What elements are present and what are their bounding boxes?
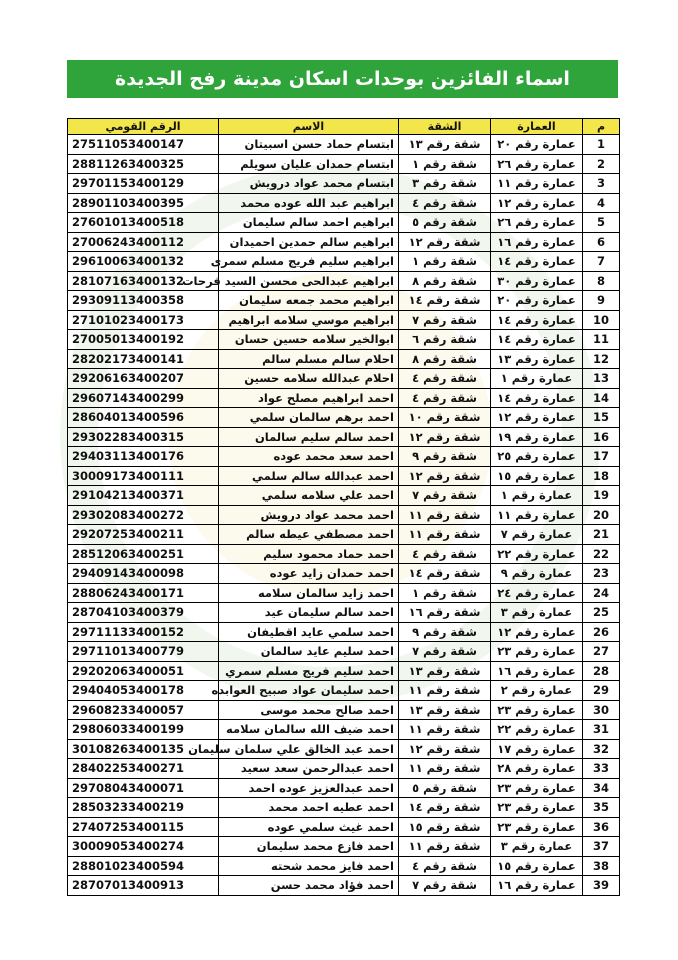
- cell-no: 8: [583, 271, 620, 291]
- cell-national-id: 29701153400129: [68, 174, 219, 194]
- cell-building: عمارة رقم ٢٣: [491, 700, 583, 720]
- cell-national-id: 27101023400173: [68, 310, 219, 330]
- cell-building: عمارة رقم ١٤: [491, 388, 583, 408]
- cell-name: احمد سليمان عواد صبيح العوابده: [219, 681, 399, 701]
- cell-no: 33: [583, 759, 620, 779]
- cell-building: عمارة رقم ٢٦: [491, 213, 583, 233]
- cell-no: 30: [583, 700, 620, 720]
- cell-no: 4: [583, 193, 620, 213]
- cell-no: 15: [583, 408, 620, 428]
- cell-building: عمارة رقم ٢٠: [491, 291, 583, 311]
- cell-no: 19: [583, 486, 620, 506]
- cell-building: عمارة رقم ٢٣: [491, 798, 583, 818]
- cell-name: احمد فازع محمد سليمان: [219, 837, 399, 857]
- table-row: [68, 525, 620, 545]
- table-row: [68, 271, 620, 291]
- cell-national-id: 28806243400171: [68, 583, 219, 603]
- cell-name: احلام سالم مسلم سالم: [219, 349, 399, 369]
- cell-apartment: شقة رقم ١٦: [399, 603, 491, 623]
- header-name: الاسم: [219, 119, 399, 135]
- cell-apartment: شقة رقم ١: [399, 252, 491, 272]
- cell-apartment: شقة رقم ٨: [399, 271, 491, 291]
- header-building: العمارة: [491, 119, 583, 135]
- cell-national-id: 29409143400098: [68, 564, 219, 584]
- cell-no: 31: [583, 720, 620, 740]
- cell-national-id: 29708043400071: [68, 778, 219, 798]
- cell-name: ابتسام حماد حسن اسبيتان: [219, 135, 399, 155]
- cell-no: 32: [583, 739, 620, 759]
- table-row: [68, 466, 620, 486]
- cell-name: ابراهيم موسي سلامه ابراهيم: [219, 310, 399, 330]
- cell-no: 35: [583, 798, 620, 818]
- cell-apartment: شقة رقم ٧: [399, 486, 491, 506]
- table-row: [68, 232, 620, 252]
- cell-building: عمارة رقم ١٤: [491, 330, 583, 350]
- cell-national-id: 28107163400132: [68, 271, 219, 291]
- cell-name: احمد عبدالرحمن سعد سعيد: [219, 759, 399, 779]
- cell-national-id: 30009173400111: [68, 466, 219, 486]
- cell-national-id: 27005013400192: [68, 330, 219, 350]
- cell-apartment: شقة رقم ٥: [399, 778, 491, 798]
- cell-national-id: 28707013400913: [68, 876, 219, 896]
- cell-apartment: شقة رقم ١١: [399, 505, 491, 525]
- cell-no: 17: [583, 447, 620, 467]
- table-row: [68, 330, 620, 350]
- cell-building: عمارة رقم ١٢: [491, 622, 583, 642]
- table-row: [68, 681, 620, 701]
- cell-building: عمارة رقم ١١: [491, 174, 583, 194]
- cell-apartment: شقة رقم ٨: [399, 349, 491, 369]
- table-row: [68, 486, 620, 506]
- cell-national-id: 29206163400207: [68, 369, 219, 389]
- cell-no: 2: [583, 154, 620, 174]
- cell-no: 29: [583, 681, 620, 701]
- cell-apartment: شقة رقم ١١: [399, 720, 491, 740]
- cell-name: احمد محمد عواد درويش: [219, 505, 399, 525]
- cell-name: احمد برهم سالمان سلمي: [219, 408, 399, 428]
- cell-apartment: شقة رقم ١: [399, 583, 491, 603]
- cell-building: عمارة رقم ٢٤: [491, 583, 583, 603]
- cell-no: 1: [583, 135, 620, 155]
- cell-name: احمد حماد محمود سليم: [219, 544, 399, 564]
- table-row: [68, 856, 620, 876]
- cell-building: عمارة رقم ٣٠: [491, 271, 583, 291]
- cell-building: عمارة رقم ٢٣: [491, 817, 583, 837]
- cell-no: 18: [583, 466, 620, 486]
- table-row: [68, 505, 620, 525]
- cell-no: 3: [583, 174, 620, 194]
- cell-no: 27: [583, 642, 620, 662]
- cell-name: ابراهيم محمد جمعه سليمان: [219, 291, 399, 311]
- cell-national-id: 27407253400115: [68, 817, 219, 837]
- table-row: [68, 798, 620, 818]
- title-banner: [67, 60, 618, 98]
- cell-building: عمارة رقم ١٦: [491, 661, 583, 681]
- table-row: [68, 837, 620, 857]
- cell-name: احمد سليم عايد سالمان: [219, 642, 399, 662]
- cell-national-id: 29302283400315: [68, 427, 219, 447]
- cell-no: 39: [583, 876, 620, 896]
- cell-apartment: شقة رقم ١١: [399, 837, 491, 857]
- table-row: [68, 213, 620, 233]
- cell-no: 25: [583, 603, 620, 623]
- cell-apartment: شقة رقم ١١: [399, 759, 491, 779]
- cell-national-id: 27601013400518: [68, 213, 219, 233]
- cell-no: 21: [583, 525, 620, 545]
- cell-apartment: شقة رقم ١٤: [399, 798, 491, 818]
- cell-apartment: شقة رقم ١٢: [399, 427, 491, 447]
- cell-apartment: شقة رقم ٩: [399, 447, 491, 467]
- cell-name: احمد فايز محمد شحته: [219, 856, 399, 876]
- cell-apartment: شقة رقم ٤: [399, 369, 491, 389]
- cell-national-id: 28512063400251: [68, 544, 219, 564]
- cell-name: احمد سالم سليمان عيد: [219, 603, 399, 623]
- cell-apartment: شقة رقم ٧: [399, 310, 491, 330]
- cell-national-id: 28704103400379: [68, 603, 219, 623]
- cell-name: احمد زايد سالمان سلامه: [219, 583, 399, 603]
- cell-apartment: شقة رقم ٧: [399, 642, 491, 662]
- cell-national-id: 30108263400135: [68, 739, 219, 759]
- cell-name: ابراهيم عبدالحى محسن السيد فرحات: [219, 271, 399, 291]
- cell-no: 22: [583, 544, 620, 564]
- cell-national-id: 28901103400395: [68, 193, 219, 213]
- table-row: [68, 388, 620, 408]
- cell-building: عمارة رقم ١: [491, 486, 583, 506]
- table-row: [68, 817, 620, 837]
- header-no: م: [583, 119, 620, 135]
- cell-name: احلام عبدالله سلامه حسين: [219, 369, 399, 389]
- table-row: [68, 642, 620, 662]
- cell-national-id: 29104213400371: [68, 486, 219, 506]
- header-national-id: الرقم القومي: [68, 119, 219, 135]
- cell-apartment: شقة رقم ١٥: [399, 817, 491, 837]
- cell-name: احمد فؤاد محمد حسن: [219, 876, 399, 896]
- cell-no: 24: [583, 583, 620, 603]
- cell-national-id: 27511053400147: [68, 135, 219, 155]
- cell-apartment: شقة رقم ٤: [399, 544, 491, 564]
- cell-name: احمد عبدالعزيز عوده احمد: [219, 778, 399, 798]
- cell-name: احمد سليم فريج مسلم سمري: [219, 661, 399, 681]
- cell-name: احمد عطيه احمد محمد: [219, 798, 399, 818]
- cell-building: عمارة رقم ١٤: [491, 252, 583, 272]
- cell-building: عمارة رقم ٧: [491, 525, 583, 545]
- cell-name: ابراهيم عبد الله عوده محمد: [219, 193, 399, 213]
- cell-apartment: شقة رقم ١٤: [399, 291, 491, 311]
- cell-national-id: 29610063400132: [68, 252, 219, 272]
- table-row: [68, 544, 620, 564]
- table-row: [68, 427, 620, 447]
- cell-name: احمد حمدان زايد عوده: [219, 564, 399, 584]
- cell-apartment: شقة رقم ٩: [399, 622, 491, 642]
- cell-apartment: شقة رقم ١٢: [399, 739, 491, 759]
- cell-building: عمارة رقم ٣: [491, 837, 583, 857]
- cell-no: 6: [583, 232, 620, 252]
- cell-national-id: 28801023400594: [68, 856, 219, 876]
- table-row: [68, 135, 620, 155]
- cell-building: عمارة رقم ٢٣: [491, 778, 583, 798]
- table-row: [68, 349, 620, 369]
- cell-national-id: 27006243400112: [68, 232, 219, 252]
- cell-no: 5: [583, 213, 620, 233]
- table-row: [68, 622, 620, 642]
- cell-building: عمارة رقم ٢٥: [491, 447, 583, 467]
- cell-national-id: 28402253400271: [68, 759, 219, 779]
- cell-name: ابوالخير سلامه حسين حسان: [219, 330, 399, 350]
- cell-name: احمد سلمي عايد اقطيفان: [219, 622, 399, 642]
- cell-apartment: شقة رقم ١٤: [399, 564, 491, 584]
- cell-no: 34: [583, 778, 620, 798]
- cell-apartment: شقة رقم ٧: [399, 876, 491, 896]
- cell-no: 23: [583, 564, 620, 584]
- table-row: [68, 408, 620, 428]
- table-row: [68, 661, 620, 681]
- cell-national-id: 29806033400199: [68, 720, 219, 740]
- cell-building: عمارة رقم ١٢: [491, 408, 583, 428]
- cell-no: 26: [583, 622, 620, 642]
- cell-no: 11: [583, 330, 620, 350]
- cell-name: احمد ابراهيم مصلح عواد: [219, 388, 399, 408]
- cell-apartment: شقة رقم ٤: [399, 193, 491, 213]
- cell-building: عمارة رقم ١٥: [491, 466, 583, 486]
- cell-building: عمارة رقم ٢٢: [491, 544, 583, 564]
- cell-building: عمارة رقم ٢: [491, 681, 583, 701]
- cell-name: احمد مصطفي عيطه سالم: [219, 525, 399, 545]
- cell-building: عمارة رقم ٩: [491, 564, 583, 584]
- cell-apartment: شقة رقم ٤: [399, 388, 491, 408]
- cell-no: 10: [583, 310, 620, 330]
- table-row: [68, 310, 620, 330]
- cell-apartment: شقة رقم ١٣: [399, 661, 491, 681]
- cell-national-id: 29202063400051: [68, 661, 219, 681]
- header-apartment: الشقة: [399, 119, 491, 135]
- cell-building: عمارة رقم ١٤: [491, 310, 583, 330]
- table-row: [68, 564, 620, 584]
- cell-name: احمد عبد الخالق علي سلمان سليمان: [219, 739, 399, 759]
- cell-apartment: شقة رقم ٣: [399, 174, 491, 194]
- cell-name: احمد سالم سليم سالمان: [219, 427, 399, 447]
- cell-building: عمارة رقم ٢٢: [491, 720, 583, 740]
- table-row: [68, 603, 620, 623]
- cell-name: ابراهيم سالم حمدين احميدان: [219, 232, 399, 252]
- cell-name: احمد سعد محمد عوده: [219, 447, 399, 467]
- cell-apartment: شقة رقم ١: [399, 154, 491, 174]
- table-row: [68, 720, 620, 740]
- cell-building: عمارة رقم ٢٠: [491, 135, 583, 155]
- table-row: [68, 252, 620, 272]
- cell-apartment: شقة رقم ١٢: [399, 232, 491, 252]
- table-row: [68, 154, 620, 174]
- cell-apartment: شقة رقم ٦: [399, 330, 491, 350]
- table-row: [68, 739, 620, 759]
- cell-no: 16: [583, 427, 620, 447]
- cell-national-id: 29608233400057: [68, 700, 219, 720]
- cell-national-id: 29404053400178: [68, 681, 219, 701]
- cell-name: ابتسام محمد عواد درويش: [219, 174, 399, 194]
- cell-building: عمارة رقم ١٧: [491, 739, 583, 759]
- cell-no: 7: [583, 252, 620, 272]
- cell-building: عمارة رقم ٣: [491, 603, 583, 623]
- cell-apartment: شقة رقم ١١: [399, 681, 491, 701]
- cell-no: 9: [583, 291, 620, 311]
- cell-no: 12: [583, 349, 620, 369]
- cell-name: احمد صالح محمد موسى: [219, 700, 399, 720]
- cell-national-id: 29207253400211: [68, 525, 219, 545]
- cell-no: 14: [583, 388, 620, 408]
- cell-no: 38: [583, 856, 620, 876]
- cell-national-id: 28503233400219: [68, 798, 219, 818]
- cell-national-id: 29607143400299: [68, 388, 219, 408]
- cell-name: احمد علي سلامه سلمي: [219, 486, 399, 506]
- cell-building: عمارة رقم ١: [491, 369, 583, 389]
- cell-building: عمارة رقم ٢٨: [491, 759, 583, 779]
- cell-apartment: شقة رقم ١٣: [399, 700, 491, 720]
- cell-building: عمارة رقم ١٩: [491, 427, 583, 447]
- cell-no: 28: [583, 661, 620, 681]
- cell-building: عمارة رقم ٢٣: [491, 642, 583, 662]
- cell-name: ابراهيم سليم فريج مسلم سمرى: [219, 252, 399, 272]
- cell-national-id: 29403113400176: [68, 447, 219, 467]
- table-row: [68, 583, 620, 603]
- cell-apartment: شقة رقم ١٠: [399, 408, 491, 428]
- cell-building: عمارة رقم ١٥: [491, 856, 583, 876]
- table-row: [68, 369, 620, 389]
- winners-table: [67, 118, 620, 896]
- table-row: [68, 778, 620, 798]
- cell-name: احمد ضيف الله سالمان سلامه: [219, 720, 399, 740]
- cell-building: عمارة رقم ١٦: [491, 232, 583, 252]
- cell-building: عمارة رقم ١٢: [491, 193, 583, 213]
- cell-no: 20: [583, 505, 620, 525]
- table-row: [68, 291, 620, 311]
- cell-national-id: 29711013400779: [68, 642, 219, 662]
- cell-apartment: شقة رقم ١١: [399, 525, 491, 545]
- table-row: [68, 876, 620, 896]
- cell-national-id: 29309113400358: [68, 291, 219, 311]
- cell-national-id: 30009053400274: [68, 837, 219, 857]
- table-row: [68, 193, 620, 213]
- cell-name: احمد عبدالله سالم سلمي: [219, 466, 399, 486]
- cell-building: عمارة رقم ٢٦: [491, 154, 583, 174]
- table-row: [68, 759, 620, 779]
- cell-apartment: شقة رقم ٥: [399, 213, 491, 233]
- cell-national-id: 28604013400596: [68, 408, 219, 428]
- cell-apartment: شقة رقم ١٢: [399, 466, 491, 486]
- cell-national-id: 29302083400272: [68, 505, 219, 525]
- cell-no: 37: [583, 837, 620, 857]
- cell-name: ابتسام حمدان عليان سويلم: [219, 154, 399, 174]
- cell-no: 36: [583, 817, 620, 837]
- page-title: اسماء الفائزين بوحدات اسكان مدينة رفح الجديدة: [115, 68, 570, 90]
- cell-building: عمارة رقم ١٣: [491, 349, 583, 369]
- table-row: [68, 447, 620, 467]
- cell-building: عمارة رقم ١١: [491, 505, 583, 525]
- cell-apartment: شقة رقم ١٣: [399, 135, 491, 155]
- cell-national-id: 28202173400141: [68, 349, 219, 369]
- cell-name: ابراهيم احمد سالم سليمان: [219, 213, 399, 233]
- cell-national-id: 28811263400325: [68, 154, 219, 174]
- cell-name: احمد غيث سلمي عوده: [219, 817, 399, 837]
- cell-building: عمارة رقم ١٦: [491, 876, 583, 896]
- table-header-row: [68, 119, 620, 135]
- table-row: [68, 700, 620, 720]
- cell-apartment: شقة رقم ٤: [399, 856, 491, 876]
- cell-national-id: 29711133400152: [68, 622, 219, 642]
- cell-no: 13: [583, 369, 620, 389]
- table-row: [68, 174, 620, 194]
